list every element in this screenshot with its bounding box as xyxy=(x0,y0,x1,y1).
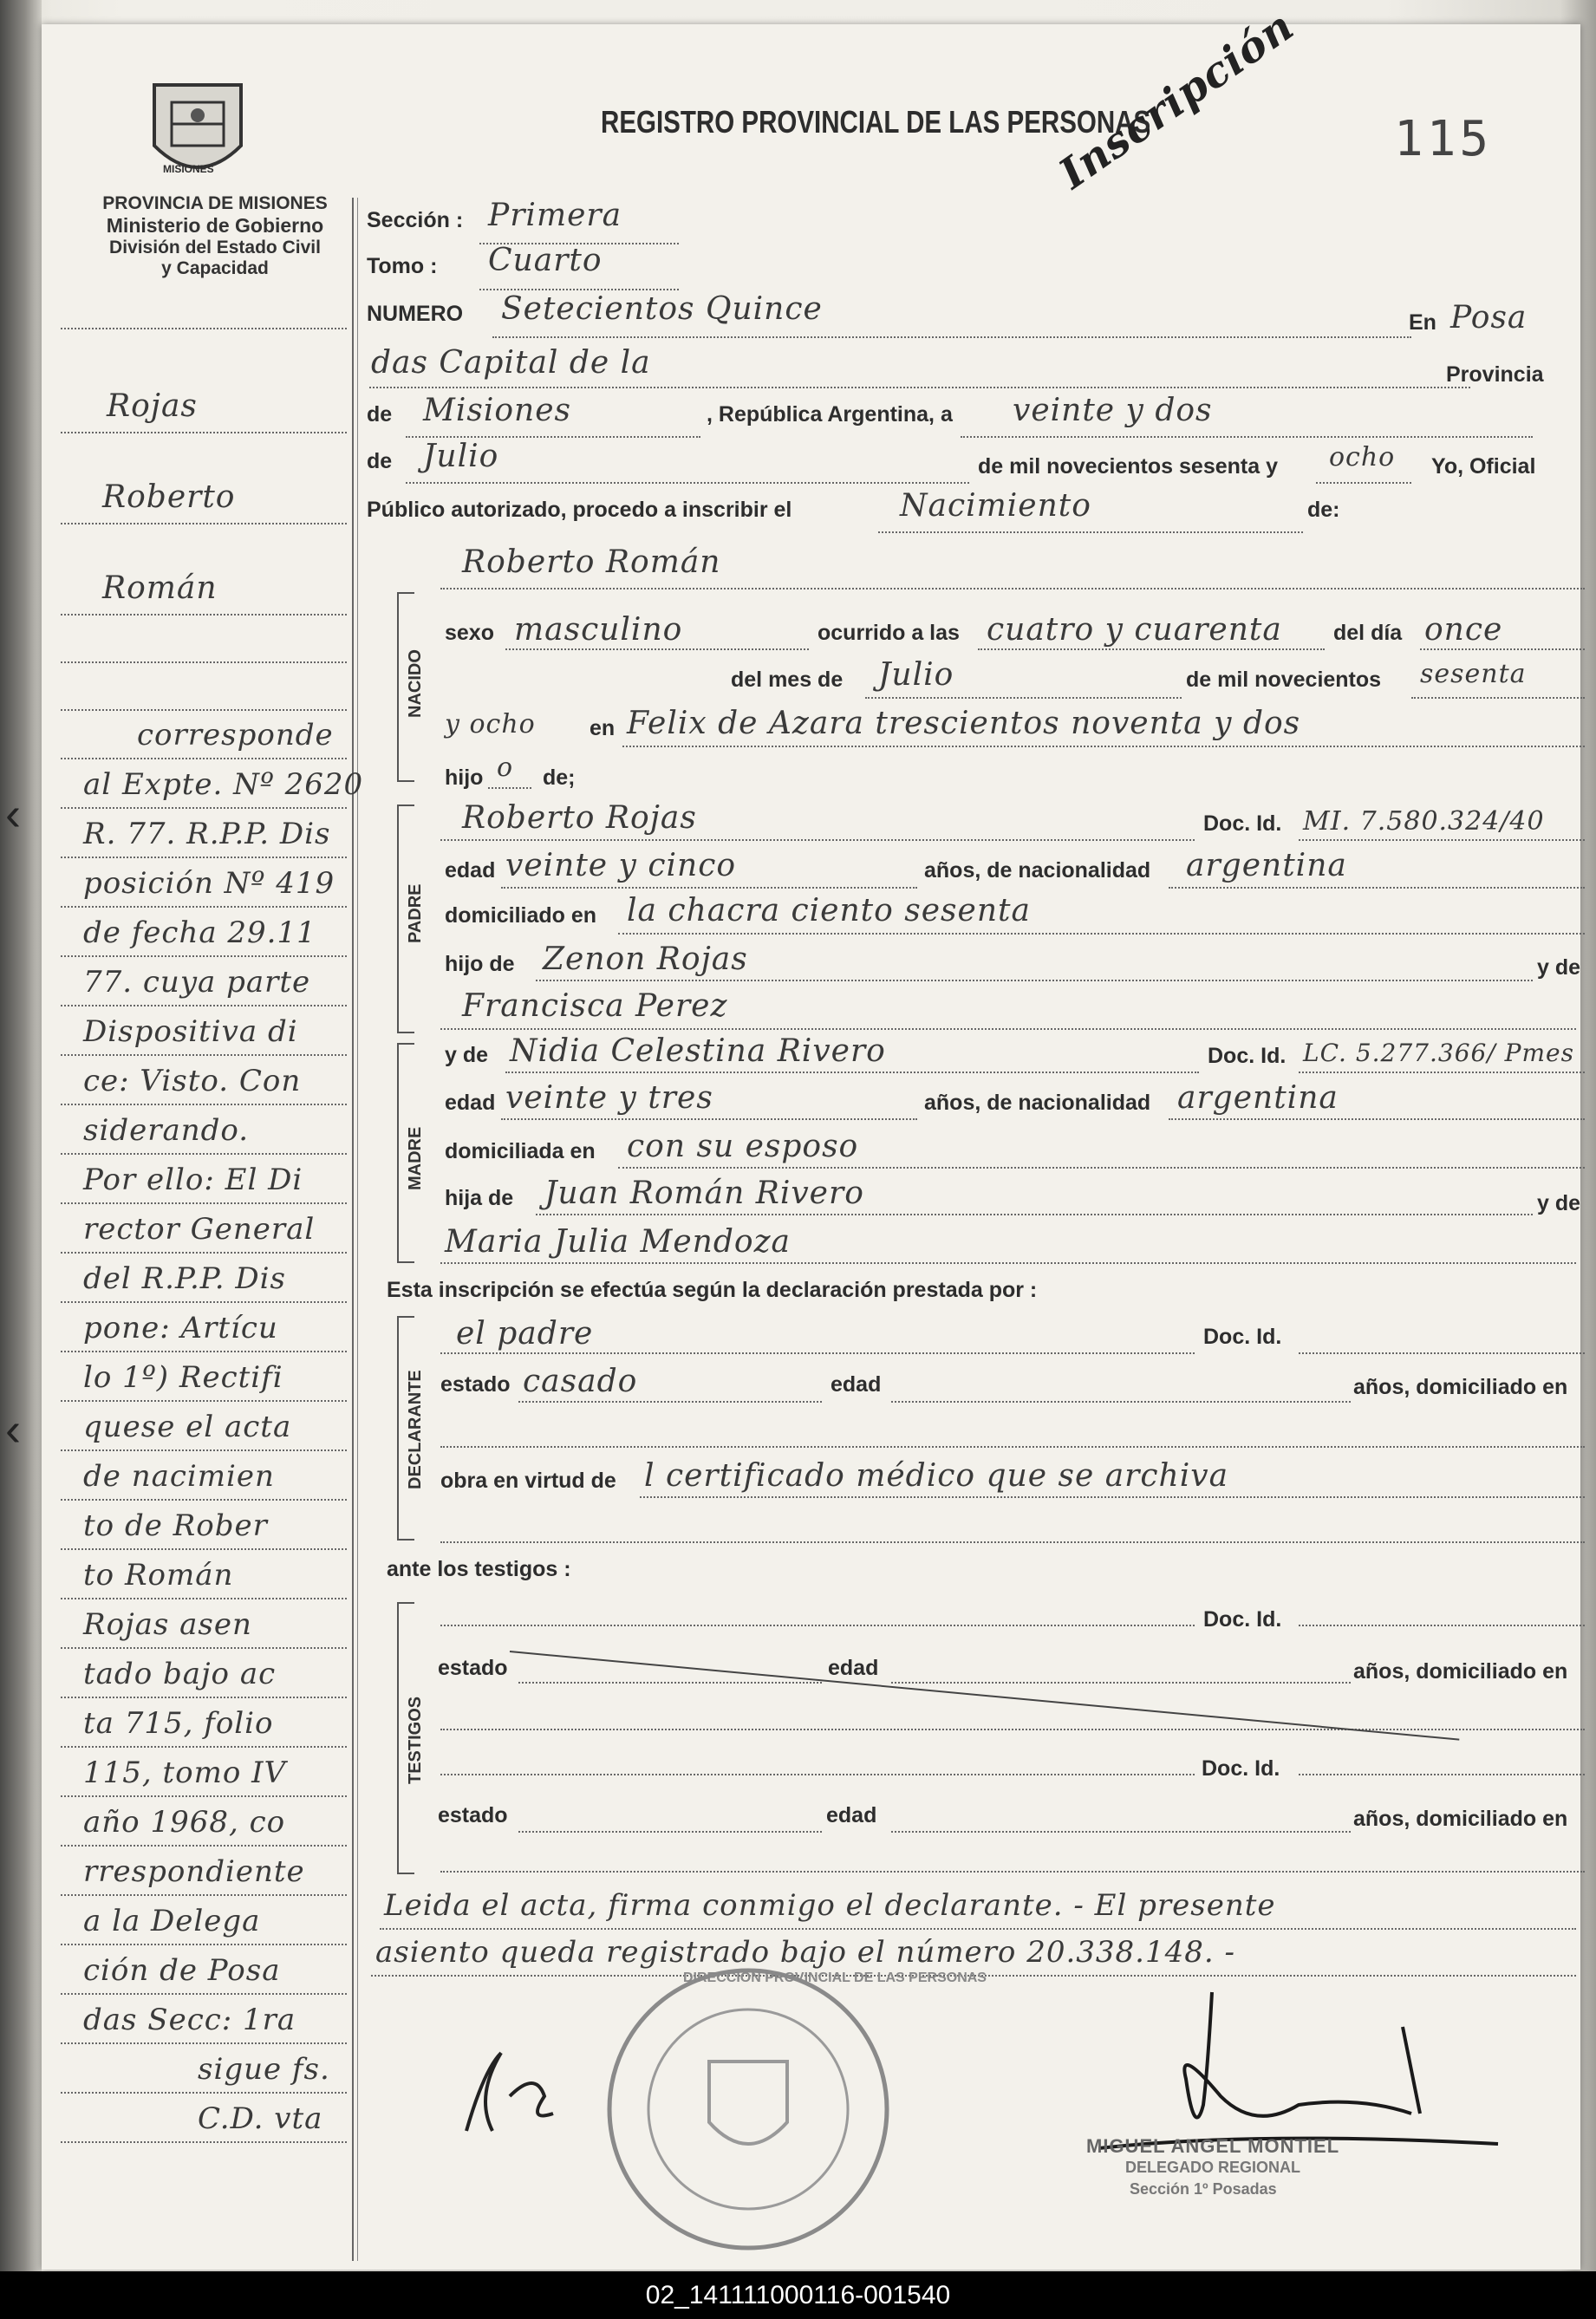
value-en: Posa xyxy=(1450,300,1528,335)
margin-note-line: ta 715, folio xyxy=(83,1706,274,1741)
value-padre-hijo-de: Zenon Rojas xyxy=(543,941,748,977)
value-sexo: masculino xyxy=(514,612,683,648)
value-obra: l certificado médico que se archiva xyxy=(644,1458,1229,1494)
margin-note-rule xyxy=(61,2141,347,2143)
value-padre-madre: Francisca Perez xyxy=(462,988,728,1024)
value-madre-madre: Maria Julia Mendoza xyxy=(445,1224,791,1260)
margin-note-rule xyxy=(61,1153,347,1155)
column-divider xyxy=(352,198,354,2261)
value-padre-nac: argentina xyxy=(1186,848,1347,883)
label-madre-dom: domiciliada en xyxy=(445,1139,596,1163)
label-declarante-anios: años, domiciliado en xyxy=(1353,1375,1568,1399)
label-ante: ante los testigos : xyxy=(387,1557,571,1581)
margin-note-rule xyxy=(61,906,347,908)
closing-line-2: asiento queda registrado bajo el número 20.338.148. - xyxy=(375,1935,1235,1970)
label-en-2: en xyxy=(590,716,616,740)
label-testigo2-doc: Doc. Id. xyxy=(1202,1756,1280,1781)
label-padre-dom: domiciliado en xyxy=(445,903,597,928)
margin-note-rule xyxy=(61,1548,347,1550)
margin-note-rule xyxy=(61,2092,347,2094)
value-madre-edad: veinte y tres xyxy=(505,1080,713,1116)
value-padre-doc: MI. 7.580.324/40 xyxy=(1303,806,1545,837)
label-mil-novecientos: de mil novecientos sesenta y xyxy=(978,454,1278,479)
margin-note-line: rector General xyxy=(83,1212,316,1247)
value-numero: Setecientos Quince xyxy=(501,291,823,327)
margin-note-rule xyxy=(61,1944,347,1945)
margin-note-rule xyxy=(61,807,347,809)
margin-note-rule xyxy=(61,2042,347,2044)
label-madre-edad: edad xyxy=(445,1091,496,1115)
margin-note-rule xyxy=(61,955,347,957)
label-declarante-doc: Doc. Id. xyxy=(1203,1325,1282,1349)
margin-note-line: ción de Posa xyxy=(83,1953,281,1988)
label-tomo: Tomo : xyxy=(367,254,438,278)
label-testigo1-anios: años, domiciliado en xyxy=(1353,1659,1568,1684)
side-label-declarante: DECLARANTE xyxy=(406,1370,425,1489)
value-seccion: Primera xyxy=(488,198,622,233)
margin-note-line: R. 77. R.P.P. Dis xyxy=(83,817,331,851)
margin-note-line: to de Rober xyxy=(83,1508,268,1543)
label-en: En xyxy=(1409,310,1436,335)
label-padre-y-de: y de xyxy=(1537,955,1581,980)
label-sexo: sexo xyxy=(445,621,494,645)
label-testigo1-edad: edad xyxy=(828,1656,879,1680)
margin-note-rule xyxy=(61,1202,347,1204)
label-inscripcion: Esta inscripción se efectúa según la declaración prestada por : xyxy=(387,1278,1038,1302)
label-del-mes: del mes de xyxy=(731,668,844,692)
label-de: de xyxy=(367,402,393,427)
margin-note-rule xyxy=(61,1894,347,1896)
page-number: 115 xyxy=(1394,111,1493,167)
margin-note-rule xyxy=(61,1301,347,1303)
margin-note-rule xyxy=(61,1598,347,1599)
value-lugar: das Capital de la xyxy=(371,345,651,381)
value-hijo-o: o xyxy=(497,752,514,783)
round-stamp-text: DIRECCION PROVINCIAL DE LAS PERSONAS xyxy=(683,1970,987,1985)
margin-note-line: Por ello: El Di xyxy=(83,1163,303,1197)
label-padre-doc: Doc. Id. xyxy=(1203,811,1282,836)
label-testigo2-estado: estado xyxy=(438,1803,508,1827)
closing-line-1: Leida el acta, firma conmigo el declarante. - El presente xyxy=(384,1888,1276,1923)
margin-note-line: pone: Artícu xyxy=(83,1311,278,1345)
value-mes-nac: Julio xyxy=(878,657,954,693)
margin-note-rule xyxy=(61,1697,347,1698)
label-declarante-estado: estado xyxy=(440,1372,511,1397)
margin-note-line: lo 1º) Rectifi xyxy=(83,1360,283,1395)
value-estado: casado xyxy=(523,1364,638,1399)
institution-line-3: División del Estado Civil xyxy=(109,238,321,257)
label-testigo2-edad: edad xyxy=(826,1803,877,1827)
official-section: Sección 1º Posadas xyxy=(1130,2180,1277,2198)
margin-note-rule xyxy=(61,1351,347,1352)
institution-line-1: PROVINCIA DE MISIONES xyxy=(102,193,328,213)
label-obra: obra en virtud de xyxy=(440,1469,616,1493)
value-provincia: Misiones xyxy=(423,393,572,428)
margin-note-rule xyxy=(61,1400,347,1402)
margin-note-line: año 1968, co xyxy=(83,1805,286,1840)
declarant-signature xyxy=(449,2036,570,2148)
label-provincia: Provincia xyxy=(1446,362,1544,387)
label-mil-nov-2: de mil novecientos xyxy=(1186,668,1382,692)
value-dia-nac: once xyxy=(1424,612,1503,648)
margin-note-rule xyxy=(61,1449,347,1451)
margin-note-rule xyxy=(61,1795,347,1797)
label-hijo: hijo xyxy=(445,765,484,790)
margin-note-line: corresponde xyxy=(137,718,334,752)
value-padre-edad: veinte y cinco xyxy=(505,848,737,883)
margin-note-line: sigue fs. xyxy=(198,2052,330,2087)
value-anio-nac: sesenta xyxy=(1420,659,1527,689)
label-testigo1-doc: Doc. Id. xyxy=(1203,1607,1282,1632)
label-madre-y-de: y de xyxy=(445,1043,489,1067)
margin-mark-2: ‹ xyxy=(5,1404,21,1456)
label-publico: Público autorizado, procedo a inscribir el xyxy=(367,498,792,522)
label-de-2: de xyxy=(367,449,393,473)
file-id-bar xyxy=(0,2271,1596,2319)
void-strike-line xyxy=(510,1651,1459,1741)
label-declarante-edad: edad xyxy=(831,1372,882,1397)
value-acto: Nacimiento xyxy=(900,488,1091,524)
seal-text: MISIONES xyxy=(163,163,214,175)
margin-note-rule xyxy=(61,1104,347,1105)
value-anio-nac-2: y ocho xyxy=(445,709,536,739)
label-madre-anios: años, de nacionalidad xyxy=(924,1091,1151,1115)
margin-note-rule xyxy=(61,1005,347,1006)
label-ocurrido: ocurrido a las xyxy=(818,621,960,645)
label-madre-doc: Doc. Id. xyxy=(1208,1044,1287,1068)
margin-note-rule xyxy=(61,758,347,759)
label-yo-oficial: Yo, Oficial xyxy=(1431,454,1536,479)
round-stamp-icon xyxy=(596,1957,900,2261)
label-seccion: Sección : xyxy=(367,208,464,232)
value-madre-nac: argentina xyxy=(1177,1080,1339,1116)
margin-name-2: Román xyxy=(102,570,218,606)
institution-block xyxy=(68,193,362,279)
value-madre-hija-de: Juan Román Rivero xyxy=(544,1176,864,1211)
value-hora: cuatro y cuarenta xyxy=(987,612,1282,648)
institution-line-2: Ministerio de Gobierno xyxy=(106,214,324,237)
margin-note-line: Rojas asen xyxy=(83,1607,252,1642)
margin-note-line: rrespondiente xyxy=(83,1854,305,1889)
official-role: DELEGADO REGIONAL xyxy=(1125,2159,1301,2176)
margin-note-rule xyxy=(61,1647,347,1649)
page-title: REGISTRO PROVINCIAL DE LAS PERSONAS xyxy=(601,104,1151,140)
value-anio: ocho xyxy=(1329,442,1396,472)
label-de-4: de; xyxy=(543,765,576,790)
label-padre-edad: edad xyxy=(445,858,496,883)
column-divider-2 xyxy=(357,198,358,2261)
label-de-3: de: xyxy=(1307,498,1340,522)
label-testigo1-estado: estado xyxy=(438,1656,508,1680)
label-madre-hija-de: hija de xyxy=(445,1186,514,1210)
binding-spine xyxy=(0,0,42,2319)
margin-note-rule xyxy=(61,1499,347,1501)
margin-note-line: tado bajo ac xyxy=(83,1657,277,1691)
margin-surname: Rojas xyxy=(107,388,198,424)
margin-note-line: ce: Visto. Con xyxy=(83,1064,302,1098)
side-label-madre: MADRE xyxy=(406,1126,425,1190)
label-numero: NUMERO xyxy=(367,302,464,326)
value-madre: Nidia Celestina Rivero xyxy=(510,1033,886,1069)
registry-page xyxy=(5,1,1581,2270)
value-declarante: el padre xyxy=(456,1316,594,1352)
margin-note-line: al Expte. Nº 2620 xyxy=(83,767,364,802)
value-madre-doc: LC. 5.277.366/ Pmes xyxy=(1303,1039,1574,1067)
margin-note-line: C.D. vta xyxy=(198,2101,323,2136)
margin-note-rule xyxy=(61,1746,347,1748)
margin-note-line: siderando. xyxy=(83,1113,250,1148)
value-padre: Roberto Rojas xyxy=(462,800,697,836)
value-dia: veinte y dos xyxy=(1013,393,1213,428)
value-padre-dom: la chacra ciento sesenta xyxy=(627,893,1031,928)
margin-note-line: de nacimien xyxy=(83,1459,275,1494)
label-madre-y-de-2: y de xyxy=(1537,1191,1581,1215)
label-republica: , República Argentina, a xyxy=(707,402,953,427)
institution-line-4: y Capacidad xyxy=(161,258,269,278)
value-nombre: Roberto Román xyxy=(462,544,721,580)
value-madre-dom: con su esposo xyxy=(627,1129,859,1164)
margin-note-line: das Secc: 1ra xyxy=(83,2003,296,2037)
label-del-dia: del día xyxy=(1333,621,1403,645)
margin-note-line: 77. cuya parte xyxy=(83,965,311,1000)
official-name: MIGUEL ANGEL MONTIEL xyxy=(1086,2135,1340,2157)
margin-note-rule xyxy=(61,1993,347,1995)
value-tomo: Cuarto xyxy=(488,243,603,278)
margin-name-1: Roberto xyxy=(102,479,236,515)
margin-note-line: to Román xyxy=(83,1558,234,1593)
side-label-nacido: NACIDO xyxy=(406,649,425,718)
margin-note-rule xyxy=(61,1845,347,1847)
label-padre-anios: años, de nacionalidad xyxy=(924,858,1151,883)
side-label-testigos: TESTIGOS xyxy=(406,1696,425,1784)
margin-note-line: a la Delega xyxy=(83,1904,261,1938)
file-id: 02_141111000116-001540 xyxy=(645,2281,951,2309)
margin-note-rule xyxy=(61,857,347,858)
label-testigo2-anios: años, domiciliado en xyxy=(1353,1807,1568,1831)
value-mes: Julio xyxy=(423,439,499,474)
margin-mark-1: ‹ xyxy=(5,788,21,840)
margin-note-line: posición Nº 419 xyxy=(83,866,335,901)
value-lugar-nac: Felix de Azara trescientos noventa y dos xyxy=(627,706,1301,741)
margin-note-line: Dispositiva di xyxy=(83,1014,298,1049)
label-padre-hijo-de: hijo de xyxy=(445,952,515,976)
margin-note-line: de fecha 29.11 xyxy=(83,915,316,950)
registrar-signature: Inscripción xyxy=(1050,1,1303,199)
margin-note-rule xyxy=(61,1252,347,1254)
side-label-padre: PADRE xyxy=(406,883,425,943)
margin-note-line: quese el acta xyxy=(83,1410,292,1444)
margin-note-line: del R.P.P. Dis xyxy=(83,1261,286,1296)
margin-note-line: 115, tomo IV xyxy=(83,1756,287,1790)
margin-note-rule xyxy=(61,1054,347,1056)
